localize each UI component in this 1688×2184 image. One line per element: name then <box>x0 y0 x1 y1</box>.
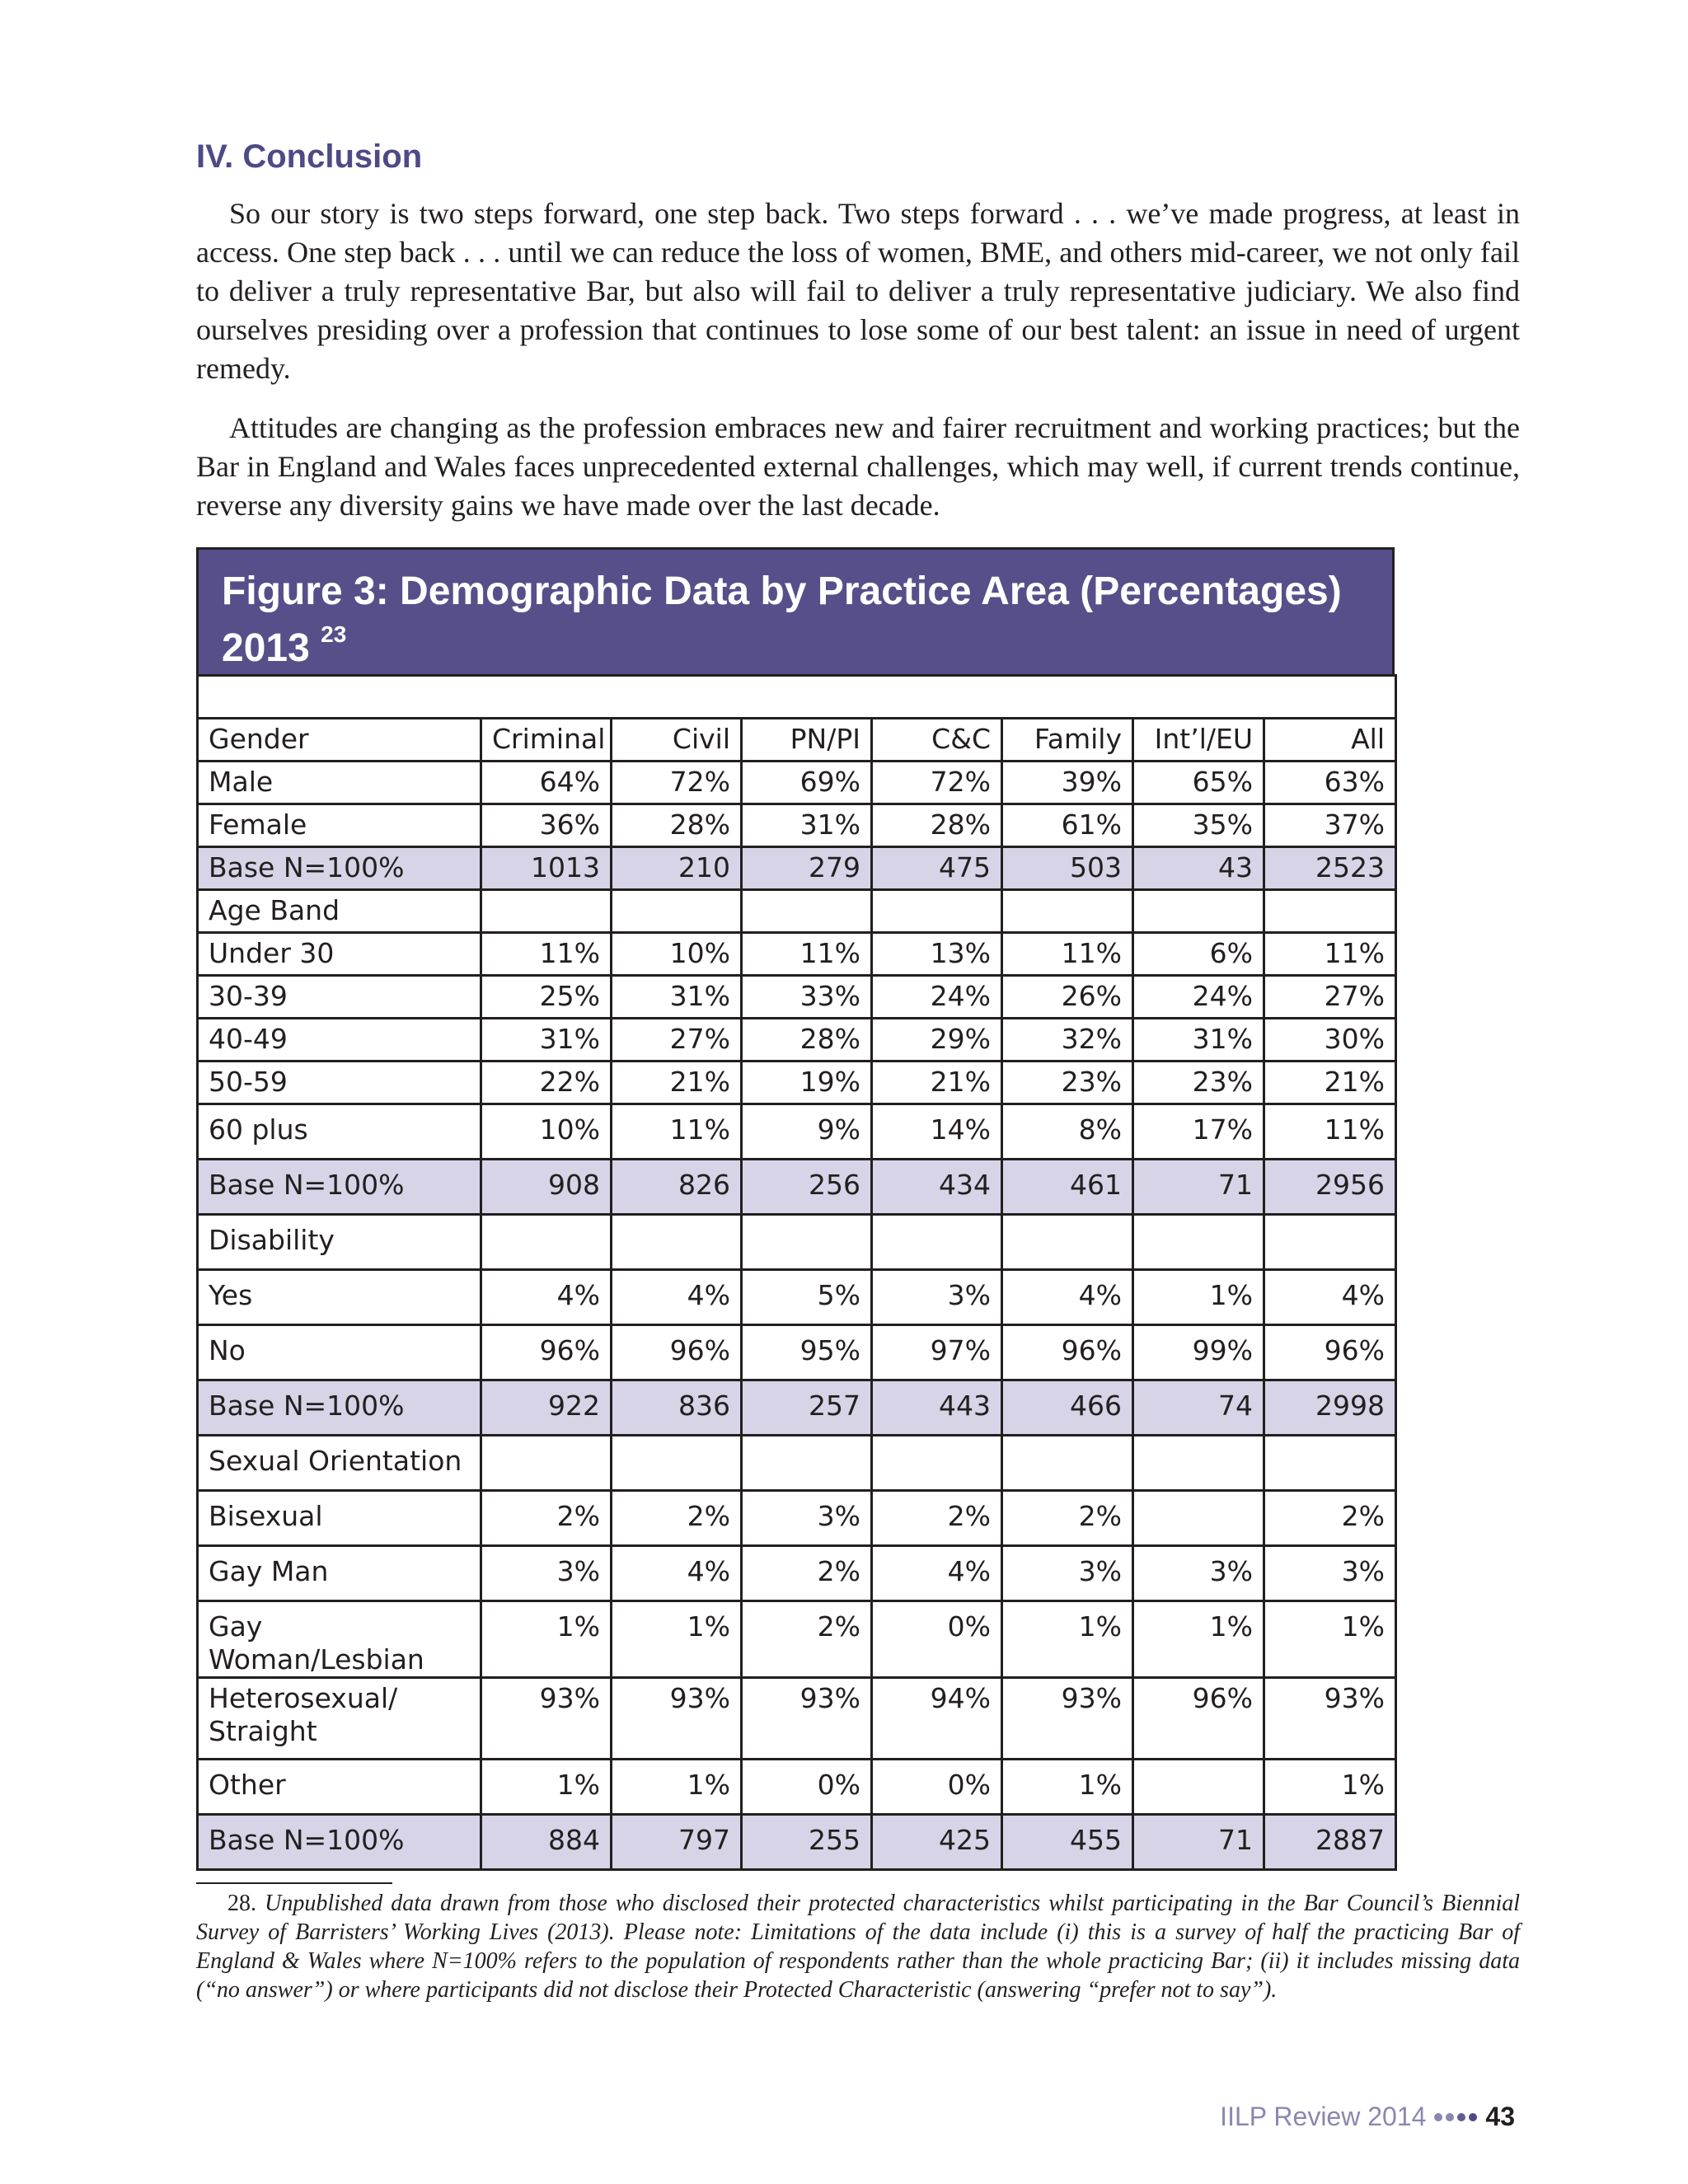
row-label: No <box>198 1325 481 1380</box>
table-row <box>198 1436 1396 1491</box>
table-cell: 4% <box>1002 1270 1133 1325</box>
footnote <box>196 1889 1520 2004</box>
table-cell: 9% <box>742 1104 872 1160</box>
table-cell: 6% <box>1133 933 1264 976</box>
table-cell: 69% <box>742 762 872 804</box>
table-cell: 2998 <box>1264 1380 1396 1436</box>
table-cell: 39% <box>1002 762 1133 804</box>
table-row <box>198 1491 1396 1546</box>
table-cell: 63% <box>1264 762 1396 804</box>
table-cell: 0% <box>872 1601 1002 1678</box>
row-label: Heterosexual/ Straight <box>198 1678 481 1760</box>
table-cell <box>1002 1215 1133 1270</box>
section-heading: IV. Conclusion <box>196 138 423 175</box>
row-label: Base N=100% <box>198 1815 481 1870</box>
table-cell: 21% <box>872 1062 1002 1104</box>
column-header: Int’l/EU <box>1133 719 1264 762</box>
column-header: PN/PI <box>742 719 872 762</box>
table-row <box>198 1062 1396 1104</box>
table-cell: 11% <box>1002 933 1133 976</box>
row-label: Base N=100% <box>198 1380 481 1436</box>
table-cell: 72% <box>872 762 1002 804</box>
row-label: Base N=100% <box>198 847 481 890</box>
table-cell: 3% <box>481 1546 612 1601</box>
row-label: 40-49 <box>198 1019 481 1062</box>
table-cell: 31% <box>1133 1019 1264 1062</box>
table-cell: 32% <box>1002 1019 1133 1062</box>
table-cell: 96% <box>481 1325 612 1380</box>
row-label: Other <box>198 1760 481 1815</box>
table-row <box>198 1678 1396 1760</box>
row-label: Female <box>198 804 481 847</box>
figure-3 <box>196 547 1395 1871</box>
table-cell: 27% <box>1264 976 1396 1019</box>
table-cell: 11% <box>1264 1104 1396 1160</box>
table-cell: 797 <box>612 1815 742 1870</box>
table-row <box>198 976 1396 1019</box>
table-cell: 4% <box>612 1546 742 1601</box>
table-cell: 96% <box>1133 1678 1264 1760</box>
table-cell: 826 <box>612 1160 742 1215</box>
table-cell <box>481 1215 612 1270</box>
table-cell: 455 <box>1002 1815 1133 1870</box>
table-cell: 884 <box>481 1815 612 1870</box>
table-cell: 24% <box>872 976 1002 1019</box>
column-header: Civil <box>612 719 742 762</box>
base-row <box>198 1815 1396 1870</box>
table-cell: 99% <box>1133 1325 1264 1380</box>
table-cell: 11% <box>742 933 872 976</box>
table-cell: 28% <box>742 1019 872 1062</box>
table-cell <box>1133 1436 1264 1491</box>
table-cell: 93% <box>742 1678 872 1760</box>
figure-title-line-1: Figure 3: Demographic Data by Practice Area (Percentages) <box>222 569 1342 613</box>
table-row <box>198 1104 1396 1160</box>
figure-title-line-2: 2013 <box>222 626 310 670</box>
table-cell: 2% <box>481 1491 612 1546</box>
table-cell <box>742 1436 872 1491</box>
base-row <box>198 1160 1396 1215</box>
footer-dots-icon <box>1434 2113 1477 2121</box>
table-cell: 1% <box>1264 1601 1396 1678</box>
table-cell: 31% <box>742 804 872 847</box>
table-cell: 0% <box>872 1760 1002 1815</box>
table-cell: 503 <box>1002 847 1133 890</box>
row-label: Bisexual <box>198 1491 481 1546</box>
footnote-text: Unpublished data drawn from those who disclosed their protected characteristics whilst participating in the Bar Council’s Biennial Survey of Barristers’ Working Lives (2013). Please note: Limitations of the data include (i) this is a survey of half the practicing Bar of England & Wales where N=100% refers to the population of respondents rather than the whole practicing Bar; (ii) it includes missing data (“no answer”) or where participants did not disclose their Protected Characteristic (answering “prefer not to say”). <box>196 1891 1521 2003</box>
table-cell: 257 <box>742 1380 872 1436</box>
table-cell: 461 <box>1002 1160 1133 1215</box>
table-row <box>198 804 1396 847</box>
table-cell: 35% <box>1133 804 1264 847</box>
table-cell: 71 <box>1133 1160 1264 1215</box>
table-cell <box>872 1215 1002 1270</box>
table-row <box>198 933 1396 976</box>
table-cell: 31% <box>612 976 742 1019</box>
table-row <box>198 1019 1396 1062</box>
table-cell: 28% <box>872 804 1002 847</box>
row-label: Male <box>198 762 481 804</box>
table-row <box>198 1546 1396 1601</box>
column-header: C&C <box>872 719 1002 762</box>
table-cell: 210 <box>612 847 742 890</box>
table-cell: 22% <box>481 1062 612 1104</box>
table-cell: 1% <box>1002 1601 1133 1678</box>
table-cell: 3% <box>1264 1546 1396 1601</box>
table-cell: 908 <box>481 1160 612 1215</box>
table-cell: 2% <box>1002 1491 1133 1546</box>
table-cell: 97% <box>872 1325 1002 1380</box>
table-cell: 65% <box>1133 762 1264 804</box>
table-cell: 96% <box>1264 1325 1396 1380</box>
table-cell <box>481 890 612 933</box>
column-header: Criminal <box>481 719 612 762</box>
publication-name: IILP Review 2014 <box>1220 2102 1427 2131</box>
table-cell: 37% <box>1264 804 1396 847</box>
figure-title-footnote-ref: 23 <box>321 621 347 647</box>
table-cell: 2956 <box>1264 1160 1396 1215</box>
table-cell: 93% <box>612 1678 742 1760</box>
row-label: Disability <box>198 1215 481 1270</box>
table-cell <box>1133 1760 1264 1815</box>
table-row <box>198 762 1396 804</box>
row-label: Gay Man <box>198 1546 481 1601</box>
table-cell: 3% <box>872 1270 1002 1325</box>
table-cell <box>1133 890 1264 933</box>
table-cell: 3% <box>742 1491 872 1546</box>
table-cell: 19% <box>742 1062 872 1104</box>
table-cell: 31% <box>481 1019 612 1062</box>
table-row <box>198 1215 1396 1270</box>
table-cell: 5% <box>742 1270 872 1325</box>
table-cell <box>742 1215 872 1270</box>
table-cell: 425 <box>872 1815 1002 1870</box>
table-cell: 13% <box>872 933 1002 976</box>
table-cell: 2523 <box>1264 847 1396 890</box>
table-cell <box>742 890 872 933</box>
table-cell: 93% <box>1264 1678 1396 1760</box>
table-cell: 17% <box>1133 1104 1264 1160</box>
table-cell <box>872 1436 1002 1491</box>
row-label: 30-39 <box>198 976 481 1019</box>
table-cell: 28% <box>612 804 742 847</box>
table-cell: 466 <box>1002 1380 1133 1436</box>
table-cell: 836 <box>612 1380 742 1436</box>
table-cell: 14% <box>872 1104 1002 1160</box>
demographic-table <box>196 674 1397 1871</box>
table-cell: 4% <box>872 1546 1002 1601</box>
table-cell: 10% <box>612 933 742 976</box>
table-cell <box>1133 1491 1264 1546</box>
table-cell: 94% <box>872 1678 1002 1760</box>
table-cell <box>1264 1215 1396 1270</box>
page-number: 43 <box>1485 2102 1515 2131</box>
figure-title <box>196 547 1395 674</box>
base-row <box>198 847 1396 890</box>
table-cell: 2887 <box>1264 1815 1396 1870</box>
table-spacer-row <box>198 676 1396 719</box>
table-cell: 61% <box>1002 804 1133 847</box>
column-header: Family <box>1002 719 1133 762</box>
row-label: Under 30 <box>198 933 481 976</box>
table-cell: 1% <box>481 1760 612 1815</box>
table-cell: 255 <box>742 1815 872 1870</box>
table-cell: 26% <box>1002 976 1133 1019</box>
table-cell: 93% <box>1002 1678 1133 1760</box>
table-cell: 10% <box>481 1104 612 1160</box>
table-cell: 4% <box>481 1270 612 1325</box>
table-cell: 0% <box>742 1760 872 1815</box>
table-cell: 1% <box>1264 1760 1396 1815</box>
base-row <box>198 1380 1396 1436</box>
table-row <box>198 1760 1396 1815</box>
row-label: 50-59 <box>198 1062 481 1104</box>
table-cell: 3% <box>1002 1546 1133 1601</box>
row-label: 60 plus <box>198 1104 481 1160</box>
table-cell: 36% <box>481 804 612 847</box>
table-header-row <box>198 719 1396 762</box>
row-label: Age Band <box>198 890 481 933</box>
table-cell: 3% <box>1133 1546 1264 1601</box>
table-cell: 24% <box>1133 976 1264 1019</box>
page-footer <box>1220 2102 1515 2132</box>
footnote-rule <box>196 1882 392 1884</box>
table-cell: 74 <box>1133 1380 1264 1436</box>
table-cell: 1% <box>481 1601 612 1678</box>
table-cell <box>612 1215 742 1270</box>
table-cell <box>1264 1436 1396 1491</box>
table-cell: 43 <box>1133 847 1264 890</box>
table-cell: 279 <box>742 847 872 890</box>
column-header: Gender <box>198 719 481 762</box>
table-cell: 96% <box>612 1325 742 1380</box>
table-cell: 64% <box>481 762 612 804</box>
table-cell: 21% <box>1264 1062 1396 1104</box>
table-cell: 4% <box>612 1270 742 1325</box>
table-cell: 443 <box>872 1380 1002 1436</box>
table-cell: 8% <box>1002 1104 1133 1160</box>
table-cell: 21% <box>612 1062 742 1104</box>
table-cell: 25% <box>481 976 612 1019</box>
table-cell: 1% <box>1133 1270 1264 1325</box>
table-cell: 11% <box>612 1104 742 1160</box>
table-cell <box>481 1436 612 1491</box>
table-row <box>198 890 1396 933</box>
table-cell: 2% <box>612 1491 742 1546</box>
table-cell: 922 <box>481 1380 612 1436</box>
table-cell: 71 <box>1133 1815 1264 1870</box>
table-cell: 72% <box>612 762 742 804</box>
conclusion-paragraph-2: Attitudes are changing as the profession embraces new and fairer recruitment and working practices; but the Bar in England and Wales faces unprecedented external challenges, which may well, if current trends continue, reverse any diversity gains we have made over the last decade. <box>196 411 1520 522</box>
row-label: Base N=100% <box>198 1160 481 1215</box>
table-cell: 23% <box>1133 1062 1264 1104</box>
table-cell: 96% <box>1002 1325 1133 1380</box>
row-label: Sexual Orientation <box>198 1436 481 1491</box>
table-cell: 33% <box>742 976 872 1019</box>
table-cell: 93% <box>481 1678 612 1760</box>
row-label: Gay Woman/Lesbian <box>198 1601 481 1678</box>
table-cell <box>612 1436 742 1491</box>
table-cell: 2% <box>872 1491 1002 1546</box>
table-cell: 29% <box>872 1019 1002 1062</box>
table-cell <box>1264 890 1396 933</box>
table-cell: 11% <box>1264 933 1396 976</box>
row-label: Yes <box>198 1270 481 1325</box>
table-cell: 256 <box>742 1160 872 1215</box>
table-cell <box>1002 1436 1133 1491</box>
table-cell: 11% <box>481 933 612 976</box>
conclusion-paragraph-1: So our story is two steps forward, one step back. Two steps forward . . . we’ve made progress, at least in access. One step back . . . until we can reduce the loss of women, BME, and others mid-career, we not only fail to deliver a truly representative Bar, but also will fail to deliver a truly representative judiciary. We also find ourselves presiding over a profession that continues to lose some of our best talent: an issue in need of urgent remedy. <box>196 197 1520 385</box>
table-cell: 475 <box>872 847 1002 890</box>
table-cell: 2% <box>742 1601 872 1678</box>
table-cell: 1% <box>612 1601 742 1678</box>
table-cell: 1013 <box>481 847 612 890</box>
table-cell: 1% <box>612 1760 742 1815</box>
table-row <box>198 1270 1396 1325</box>
table-cell: 27% <box>612 1019 742 1062</box>
table-cell <box>1133 1215 1264 1270</box>
table-row <box>198 1601 1396 1678</box>
column-header: All <box>1264 719 1396 762</box>
table-cell: 434 <box>872 1160 1002 1215</box>
footnote-number: 28. <box>227 1891 256 1916</box>
table-cell: 1% <box>1002 1760 1133 1815</box>
table-cell <box>1002 890 1133 933</box>
table-cell: 95% <box>742 1325 872 1380</box>
table-cell: 2% <box>742 1546 872 1601</box>
table-cell <box>612 890 742 933</box>
table-cell: 23% <box>1002 1062 1133 1104</box>
table-row <box>198 1325 1396 1380</box>
table-cell <box>872 890 1002 933</box>
table-cell: 2% <box>1264 1491 1396 1546</box>
table-cell: 30% <box>1264 1019 1396 1062</box>
table-cell: 4% <box>1264 1270 1396 1325</box>
table-cell: 1% <box>1133 1601 1264 1678</box>
